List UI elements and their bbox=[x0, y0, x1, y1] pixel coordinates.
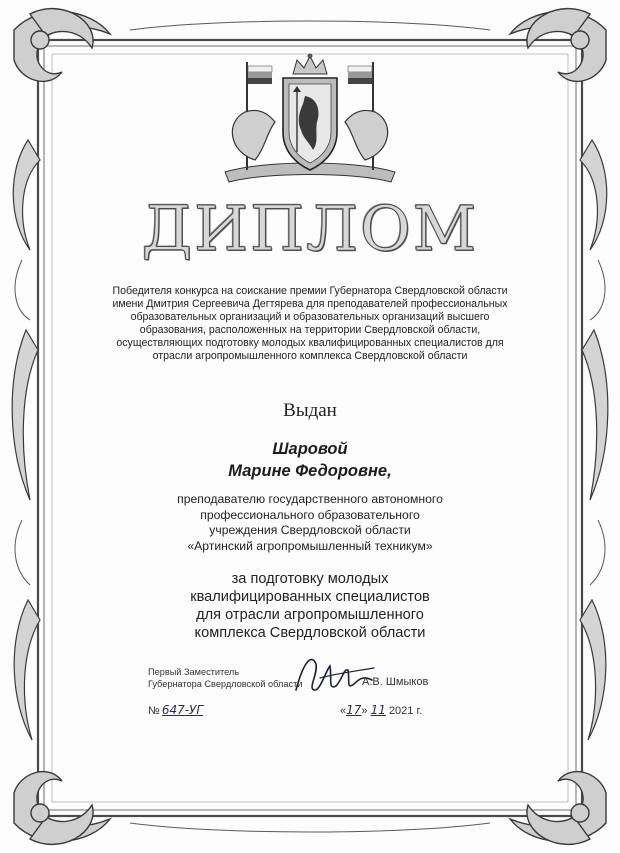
handwritten-signature bbox=[290, 650, 380, 700]
document-number bbox=[148, 703, 203, 717]
signatory-role bbox=[148, 666, 302, 690]
corner-ornament-top-right bbox=[510, 9, 606, 82]
position-line: «Артинский агропромышленный техникум» bbox=[187, 538, 433, 553]
scroll-right-lower bbox=[580, 600, 606, 740]
recipient-position bbox=[120, 492, 500, 554]
corner-ornament-bottom-left bbox=[14, 772, 110, 845]
recipient-surname: Шаровой bbox=[272, 440, 348, 458]
reason-line: за подготовку молодых bbox=[231, 571, 389, 587]
diploma-title: ДИПЛОМ bbox=[141, 192, 479, 265]
recipient-given-names: Марине Федоровне, bbox=[228, 462, 392, 480]
corner-ornament-bottom-right bbox=[510, 772, 606, 845]
position-line: профессионального образовательного bbox=[200, 507, 420, 522]
signatory-name: А.В. Шмыков bbox=[362, 676, 429, 688]
number-prefix: № bbox=[148, 705, 160, 717]
reason-line: комплекса Свердловской области bbox=[194, 625, 426, 641]
date-month: 11 bbox=[370, 703, 386, 717]
sverdlovsk-coat-of-arms-icon bbox=[205, 52, 415, 192]
recipient-name bbox=[0, 438, 620, 482]
issue-date bbox=[340, 703, 422, 717]
date-day: 17 bbox=[346, 703, 362, 717]
position-line: учреждения Свердловской области bbox=[209, 523, 411, 537]
signatory-role-line: Губернатора Свердловской области bbox=[148, 679, 303, 689]
signatory-role-line: Первый Заместитель bbox=[148, 667, 240, 677]
position-line: преподавателю государственного автономного bbox=[177, 492, 443, 506]
date-year: 2021 г. bbox=[388, 705, 423, 717]
corner-ornament-top-left bbox=[14, 9, 110, 82]
number-value: 647-УГ bbox=[161, 703, 204, 717]
date-open-quote: « bbox=[340, 705, 347, 717]
scroll-left-lower bbox=[14, 600, 40, 740]
diploma-purpose-text: Победителя конкурса на соискание премии Губернатора Свердловской области имени Дмитрия Сергеевича Дегтярева для преподавателей профессиональных образовательных организаций и образовательных организаций высшего образования, расположенных на территории Свердловской области, осуществляющих подготовку молодых квалифицированных специалистов для отрасли агропромышленного комплекса Свердловской области bbox=[112, 285, 508, 362]
reason-line: для отрасли агропромышленного bbox=[196, 607, 424, 623]
issued-label: Выдан bbox=[283, 400, 337, 421]
reason-line: квалифицированных специалистов bbox=[190, 589, 430, 605]
date-close-quote: » bbox=[361, 705, 368, 717]
award-reason bbox=[100, 570, 520, 642]
